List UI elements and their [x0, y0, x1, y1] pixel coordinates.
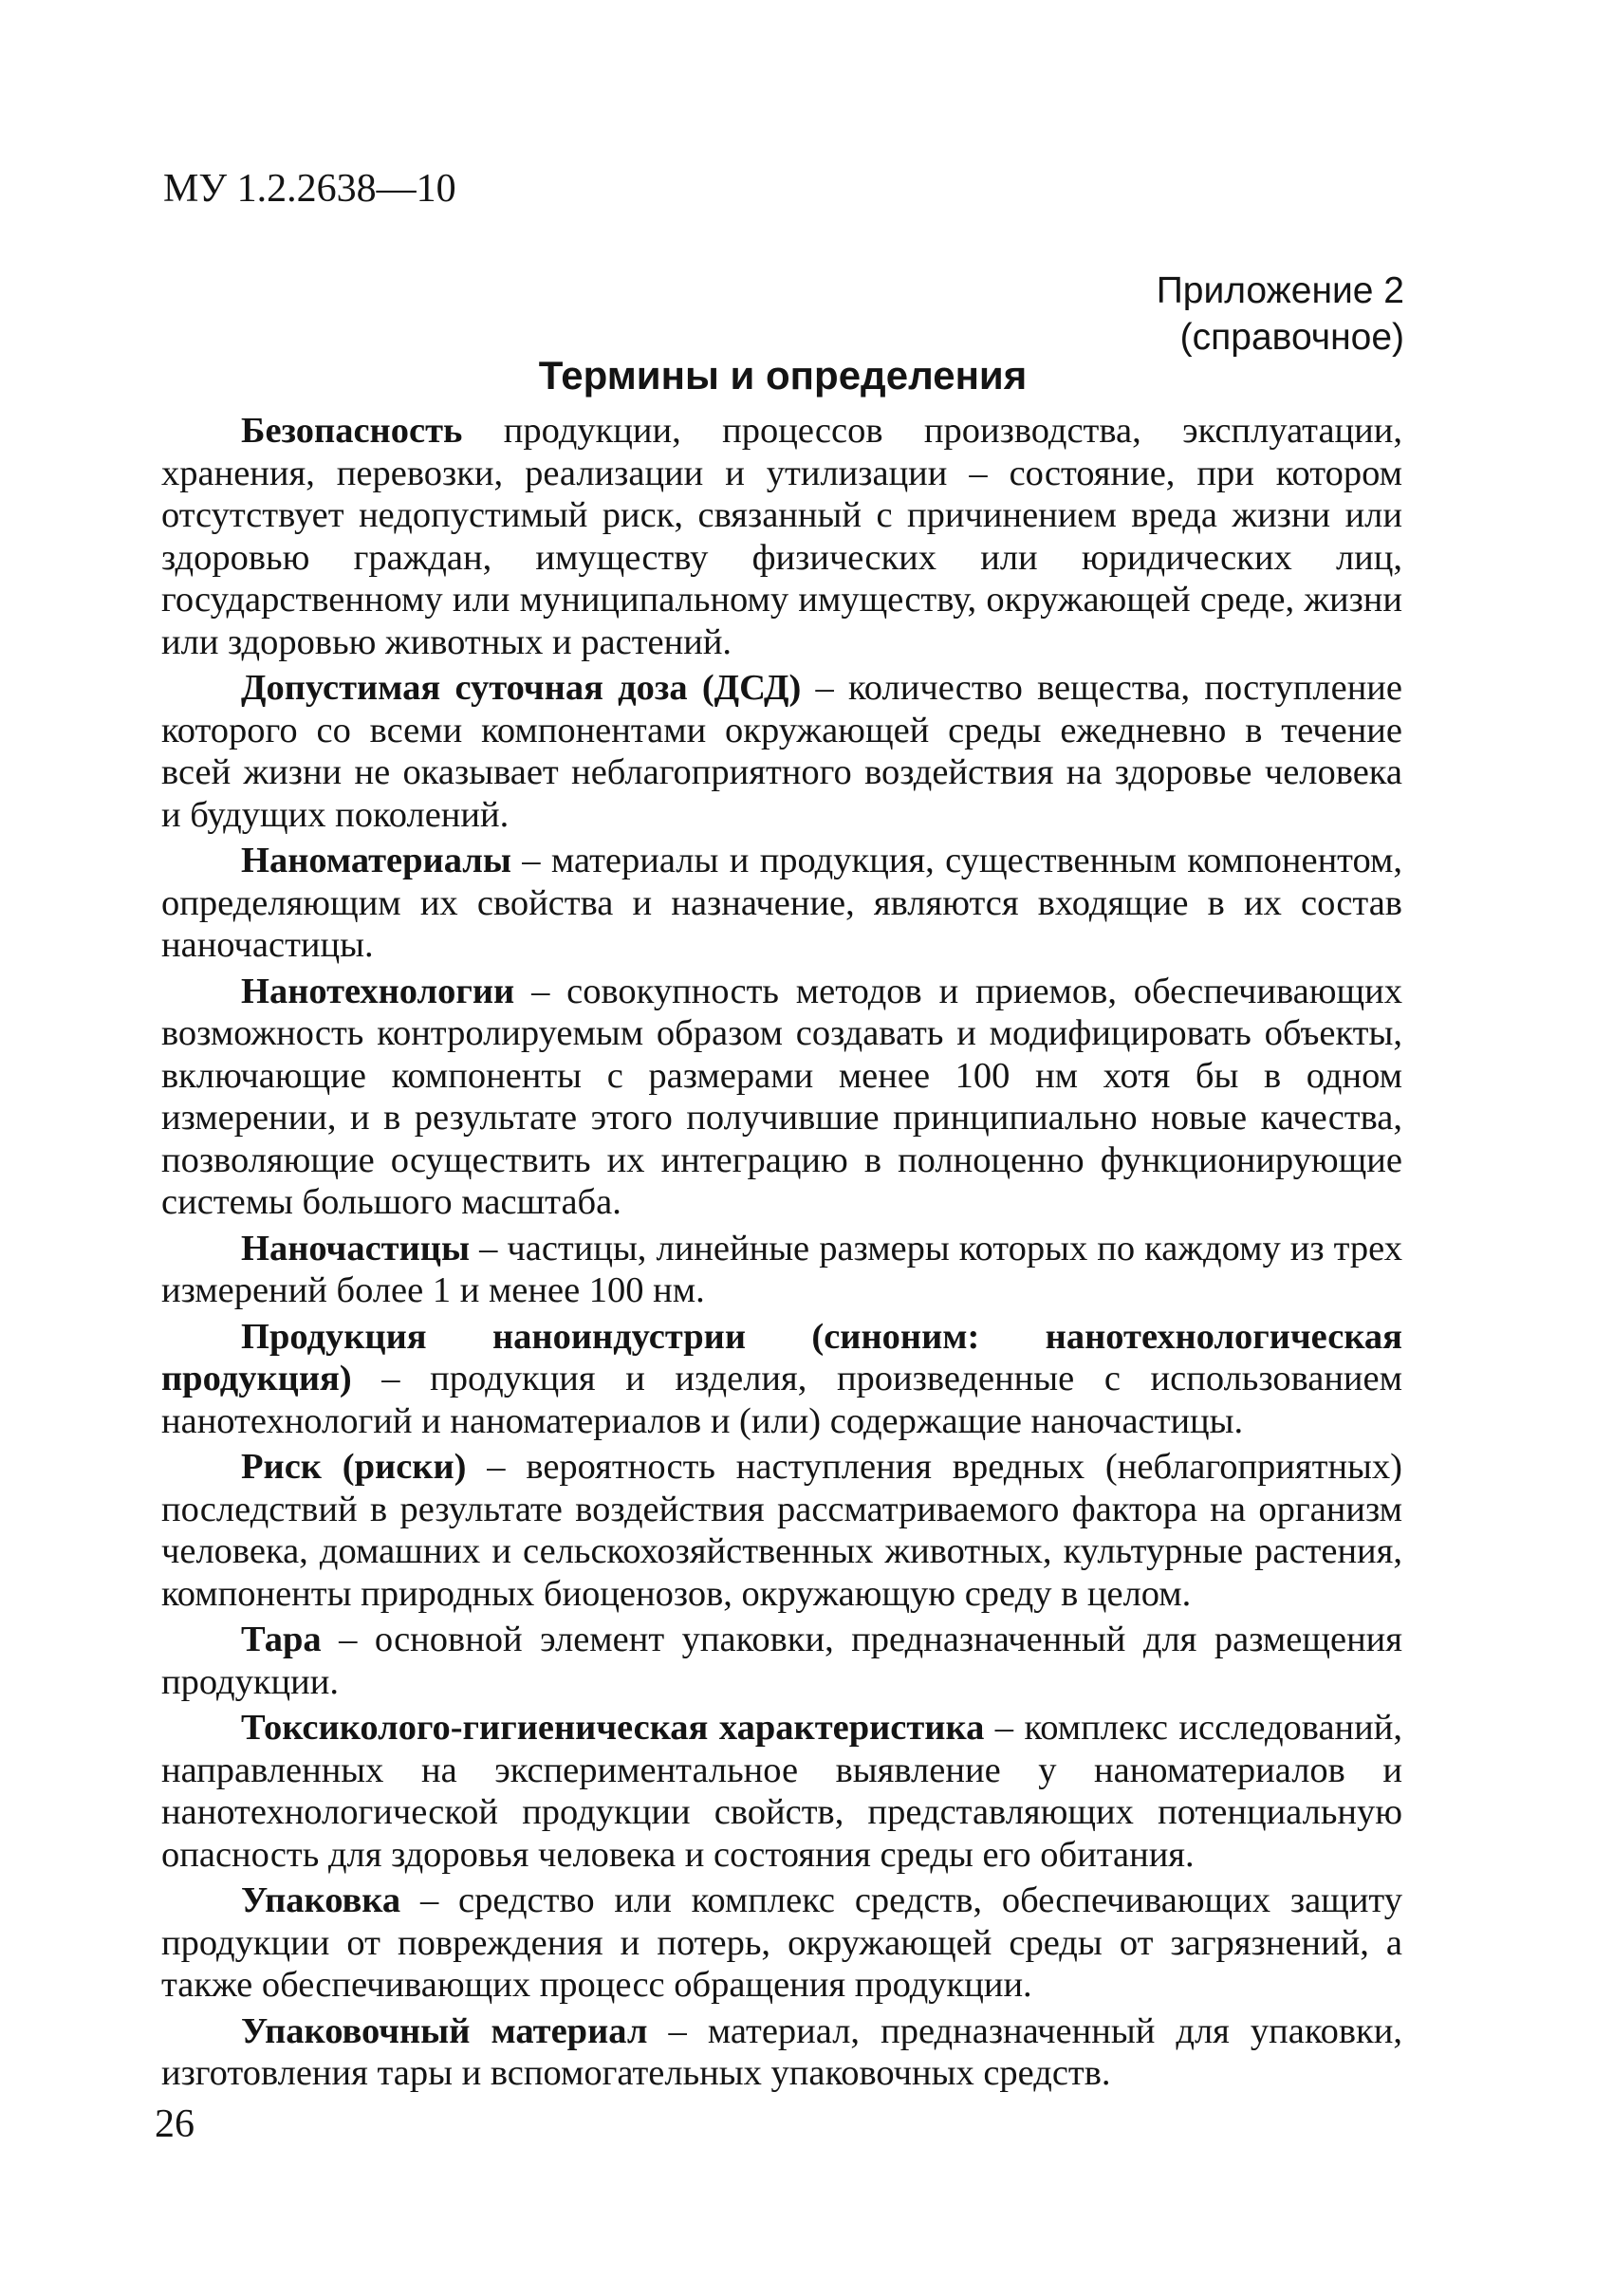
term-entry-safety	[161, 410, 1402, 663]
term: Нанотехнологии	[241, 971, 515, 1011]
term: Продукция наноиндустрии (синоним: нанотехнологическая продукция)	[161, 1316, 1402, 1398]
definition: – продукция и изделия, произведенные с использованием нанотехнологий и наноматериалов и (или) содержащие наночастицы.	[161, 1359, 1402, 1441]
definition: – материалы и продукция, существенным компонентом, определяющим их свойства и назначение, являются входящие в их состав наночастицы.	[161, 841, 1402, 965]
term: Риск (риски)	[241, 1447, 467, 1487]
term-entry-container	[161, 1619, 1402, 1703]
term-entry-nanotechnologies	[161, 971, 1402, 1224]
document-code: МУ 1.2.2638—10	[163, 167, 456, 211]
definition: продукции, процессов производства, эксплуатации, хранения, перевозки, реализации и утилизации – состояние, при котором отсутствует недопустимый риск, связанный с причинением вреда жизни или здоровью граждан, имуществу физических или юридических лиц, государственному или муниципальному имуществу, окружающей среде, жизни или здоровью животных и растений.	[161, 411, 1402, 662]
term-entry-risk	[161, 1446, 1402, 1615]
term-entry-adi	[161, 667, 1402, 836]
term-entry-nanoindustry-products	[161, 1316, 1402, 1443]
definition: – материал, предназначенный для упаковки, изготовления тары и вспомогательных упаковочных средств.	[161, 2010, 1402, 2093]
appendix-number: Приложение 2	[1156, 270, 1404, 311]
term-entry-packaging-material	[161, 2010, 1402, 2095]
definition: – основной элемент упаковки, предназначенный для размещения продукции.	[161, 1620, 1402, 1702]
page-number: 26	[155, 2102, 195, 2146]
term-entry-nanomaterials	[161, 840, 1402, 967]
term: Допустимая суточная доза (ДСД)	[241, 668, 802, 708]
term: Упаковка	[241, 1880, 401, 1920]
term: Наночастицы	[241, 1228, 471, 1268]
appendix-type: (справочное)	[1179, 317, 1404, 358]
term: Наноматериалы	[241, 841, 511, 880]
definition: – вероятность наступления вредных (неблагоприятных) последствий в результате воздействия рассматриваемого фактора на организм человека, домашних и сельскохозяйственных животных, культурные растения, компоненты природных биоценозов, окружающую среду в целом.	[161, 1447, 1402, 1614]
term: Тара	[241, 1620, 322, 1659]
definition: – комплекс исследований, направленных на экспериментальное выявление у наноматериалов и нанотехнологической продукции свойств, представляющих потенциальную опасность для здоровья человека и состояния среды его обитания.	[161, 1708, 1402, 1875]
term-entry-packaging	[161, 1879, 1402, 2007]
term: Токсиколого-гигиеническая характеристика	[241, 1708, 985, 1748]
term-entry-toxicological-characteristic	[161, 1707, 1402, 1876]
definition: – частицы, линейные размеры которых по каждому из трех измерений более 1 и менее 100 нм.	[161, 1228, 1402, 1310]
terms-list	[161, 410, 1402, 2099]
term: Упаковочный материал	[241, 2010, 648, 2051]
definition: – средство или комплекс средств, обеспечивающих защиту продукции от повреждения и потерь, окружающей среды от загрязнений, а также обеспечивающих процесс обращения продукции.	[161, 1880, 1402, 2005]
definition: – совокупность методов и приемов, обеспечивающих возможность контролируемым образом создавать и модифицировать объекты, включающие компоненты с размерами менее 100 нм хотя бы в одном измерении, и в результате этого получившие принципиально новые качества, позволяющие осуществить их интеграцию в полноценно функционирующие системы большого масштаба.	[161, 971, 1402, 1222]
appendix-label	[1157, 268, 1404, 361]
term: Безопасность	[241, 411, 463, 451]
definition: – количество вещества, поступление которого со всеми компонентами окружающей среды ежедневно в течение всей жизни не оказывает неблагоприятного воздействия на здоровье человека и будущих поколений.	[161, 668, 1403, 835]
section-title: Термины и определения	[538, 353, 1028, 398]
term-entry-nanoparticles	[161, 1228, 1402, 1312]
